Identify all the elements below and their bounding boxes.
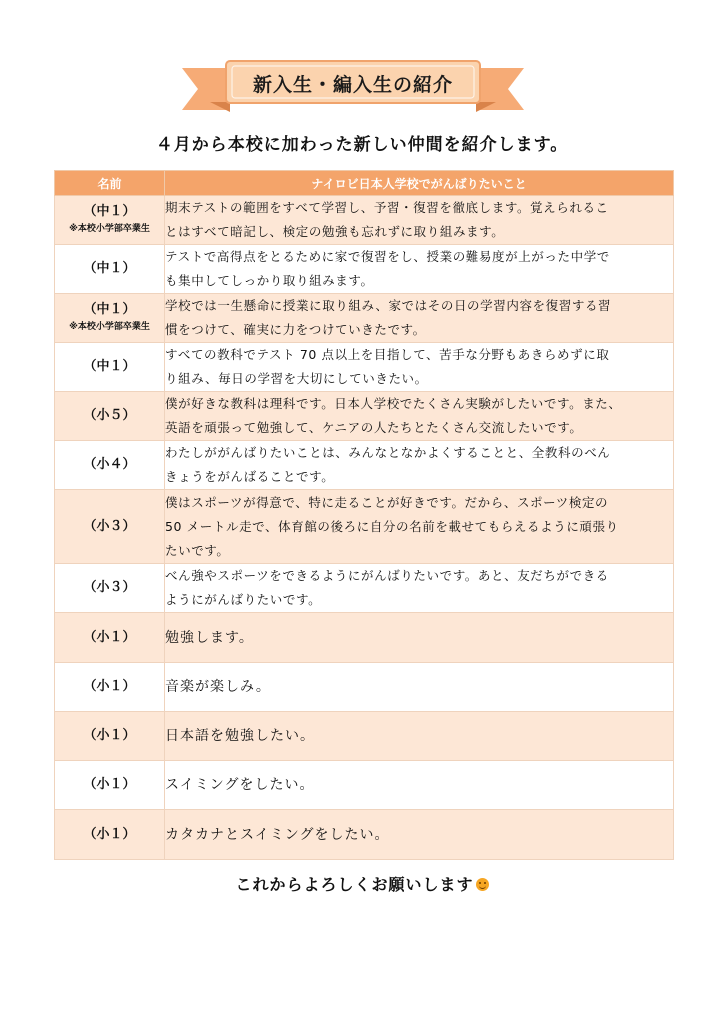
goal-cell xyxy=(165,761,674,810)
goal-column-header: ナイロビ日本人学校でがんばりたいこと xyxy=(165,171,674,196)
goal-cell xyxy=(165,490,674,564)
table-row xyxy=(55,712,674,761)
graduate-note: ※本校小学部卒業生 xyxy=(69,224,150,234)
grade-cell xyxy=(55,294,165,343)
grade-label: （小１） xyxy=(83,629,136,645)
goal-text: 日本語を勉強したい。 xyxy=(165,728,315,744)
grade-label: （中１） xyxy=(83,302,136,317)
grade-cell xyxy=(55,392,165,441)
goal-cell xyxy=(165,343,674,392)
table-row xyxy=(55,761,674,810)
goal-text: わたしががんばりたいことは、みんなとなかよくすることと、全教科のべん xyxy=(165,445,611,460)
table-row xyxy=(55,343,674,392)
goal-text: とはすべて暗記し、検定の勉強も忘れずに取り組みます。 xyxy=(165,224,505,239)
goal-cell xyxy=(165,712,674,761)
page-subtitle: ４月から本校に加わった新しい仲間を紹介します。 xyxy=(155,135,569,155)
page-title: 新入生・編入生の紹介 xyxy=(252,73,453,96)
goal-cell xyxy=(165,564,674,613)
smiling-face-icon xyxy=(476,878,489,891)
goal-text: たいです。 xyxy=(165,542,230,558)
goal-text: 慣をつけて、確実に力をつけていきたです。 xyxy=(165,322,426,337)
goal-text: すべての教科でテスト 70 点以上を目指して、苦手な分野もあきらめずに取 xyxy=(165,347,610,362)
goal-text: 50 メートル走で、体育館の後ろに自分の名前を載せてもらえるように頑張り xyxy=(165,518,619,534)
goal-text: テストで高得点をとるために家で復習をし、授業の難易度が上がった中学で xyxy=(165,249,610,264)
grade-label: （中１） xyxy=(83,359,136,374)
grade-label: （小１） xyxy=(83,728,136,743)
title-banner xyxy=(182,58,524,114)
goal-text: 期末テストの範囲をすべて学習し、予習・復習を徹底します。覚えられるこ xyxy=(165,200,609,215)
grade-label: （小３） xyxy=(83,580,136,595)
grade-cell xyxy=(55,712,165,761)
grade-label: （中１） xyxy=(83,261,136,276)
goal-text: 学校では一生懸命に授業に取り組み、家ではその日の学習内容を復習する習 xyxy=(165,298,612,313)
table-row xyxy=(55,663,674,712)
grade-cell xyxy=(55,196,165,245)
grade-cell xyxy=(55,613,165,663)
grade-label: （中１） xyxy=(83,204,136,219)
table-row xyxy=(55,245,674,294)
goal-cell xyxy=(165,294,674,343)
closing-text: これからよろしくお願いします xyxy=(235,875,474,894)
closing-message xyxy=(0,872,724,895)
goal-text: ようにがんばりたいです。 xyxy=(165,592,322,607)
grade-cell xyxy=(55,343,165,392)
goal-text: スイミングをしたい。 xyxy=(165,777,315,793)
table-header-row xyxy=(55,171,674,196)
grade-cell xyxy=(55,564,165,613)
goal-text: 音楽が楽しみ。 xyxy=(165,679,271,695)
table-row xyxy=(55,294,674,343)
goal-cell xyxy=(165,613,674,663)
grade-cell xyxy=(55,490,165,564)
grade-cell xyxy=(55,663,165,712)
grade-label: （小４） xyxy=(83,457,136,472)
student-table xyxy=(54,170,674,860)
grade-label: （小５） xyxy=(83,408,136,423)
goal-text: 僕が好きな教科は理科です。日本人学校でたくさん実験がしたいです。また、 xyxy=(165,396,622,411)
table-row xyxy=(55,613,674,663)
grade-label: （小１） xyxy=(83,826,136,842)
goal-cell xyxy=(165,245,674,294)
goal-cell xyxy=(165,810,674,860)
name-column-header: 名前 xyxy=(55,171,165,196)
goal-cell xyxy=(165,392,674,441)
table-row xyxy=(55,196,674,245)
grade-cell xyxy=(55,810,165,860)
goal-cell xyxy=(165,441,674,490)
goal-text: べん強やスポーツをできるようにがんばりたいです。あと、友だちができる xyxy=(165,568,609,583)
table-row xyxy=(55,564,674,613)
goal-cell xyxy=(165,663,674,712)
table-body xyxy=(55,196,674,860)
grade-label: （小３） xyxy=(83,518,136,534)
goal-text: 勉強します。 xyxy=(165,629,254,646)
table-row xyxy=(55,490,674,564)
goal-cell xyxy=(165,196,674,245)
grade-label: （小１） xyxy=(83,777,136,792)
grade-cell xyxy=(55,441,165,490)
grade-cell xyxy=(55,761,165,810)
goal-text: カタカナとスイミングをしたい。 xyxy=(165,826,390,843)
graduate-note: ※本校小学部卒業生 xyxy=(69,322,150,332)
table-row xyxy=(55,810,674,860)
goal-text: きょうをがんばることです。 xyxy=(165,469,335,484)
goal-text: も集中してしっかり取り組みます。 xyxy=(165,273,374,288)
goal-text: 僕はスポーツが得意で、特に走ることが好きです。だから、スポーツ検定の xyxy=(165,494,609,510)
goal-text: り組み、毎日の学習を大切にしていきたい。 xyxy=(165,371,428,386)
table-row xyxy=(55,441,674,490)
table-row xyxy=(55,392,674,441)
goal-text: 英語を頑張って勉強して、ケニアの人たちとたくさん交流したいです。 xyxy=(165,420,583,435)
grade-label: （小１） xyxy=(83,679,136,694)
grade-cell xyxy=(55,245,165,294)
